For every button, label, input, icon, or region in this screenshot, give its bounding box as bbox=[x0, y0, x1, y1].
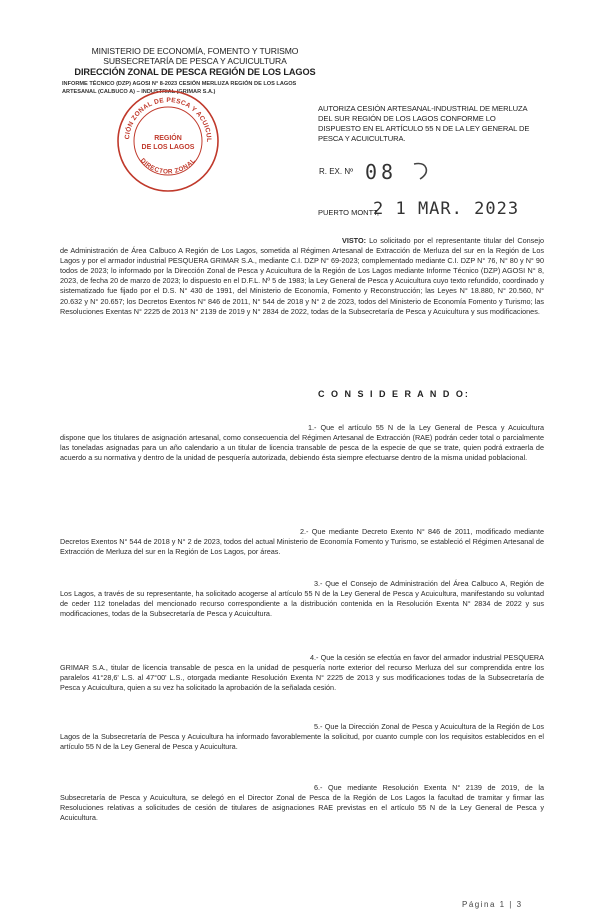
resolution-date: 2 1 MAR. 2023 bbox=[373, 199, 520, 219]
informe-line: INFORME TÉCNICO (DZP) AGOSI N° 8-2023 CESIÓN MERLUZA REGIÓN DE LOS LAGOS bbox=[62, 81, 297, 87]
direccion-zonal-line: DIRECCIÓN ZONAL DE PESCA REGIÓN DE LOS LAGOS bbox=[74, 67, 316, 77]
considerando-paragraph-5: 5.- Que la Dirección Zonal de Pesca y Acuicultura de la Región de Los Lagos de la Subsecretaría de Pesca y Acuicultura ha informado favorablemente la solicitud, por cuanto cumple con los requisitos establecidos en el artículo 55 N de la Ley General de Pesca y Acuicultura. bbox=[60, 722, 544, 752]
considerando-paragraph-3: 3.- Que el Consejo de Administración del Área Calbuco A, Región de Los Lagos, a través de su representante, ha solicitado acogerse al artículo 55 N de la Ley General de Pesca y Acuicultura, manifestando su voluntad de ceder 112 toneladas del mencionado recurso correspondiente a la distribución contenida en la Resolución Exenta N° 2834 de 2022 y sus modificaciones, todas de la Subsecretaría de Pesca y Acuicultura. bbox=[60, 579, 544, 619]
resolution-title: AUTORIZA CESIÓN ARTESANAL-INDUSTRIAL DE MERLUZA DEL SUR REGIÓN DE LOS LAGOS CONFORME LO DISPUESTO EN EL ARTÍCULO 55 N DE LA LEY GENERAL DE PESCA Y ACUICULTURA. bbox=[318, 104, 530, 143]
rex-number: 08 bbox=[365, 160, 398, 184]
considerando-paragraph-4: 4.- Que la cesión se efectúa en favor del armador industrial PESQUERA GRIMAR S.A., titular de licencia transable de pesca en la unidad de pesquería norte exterior del recurso Merluza del sur comprendida entre los paralelos 41°28,6' L.S. al 47°00' L.S., otorgada mediante Resolución Exenta N° 2225 de 2013 y sus modificaciones todas de la Subsecretaría de Pesca y Acuicultura, quien a su vez ha solicitado la aprobación de la señalada cesión. bbox=[60, 653, 544, 693]
considerando-heading: C O N S I D E R A N D O: bbox=[318, 389, 470, 399]
stamp-ring-text: CIÓN ZONAL DE PESCA Y ACUICUL bbox=[123, 96, 213, 143]
subsecretaria-line: SUBSECRETARÍA DE PESCA Y ACUICULTURA bbox=[103, 56, 287, 66]
visto-text: Lo solicitado por el representante titular del Consejo de Administración de Área Calbuco A Región de Los Lagos, sometida al Régimen Artesanal de Extracción de Merluza del sur en la Región de Los Lagos y por el armador industrial PESQUERA GRIMAR S.A., mediante C.I. DZP N° 69-2023; complementado mediante C.I. DZP N° 76, N° 80 y N° 90 todos de 2023; lo informado por la Dirección Zonal de Pesca y Acuicultura de la Región de Los Lagos mediante Informe Técnico (DZP) AGOSI N° 8, 2023, de fecha 20 de marzo de 2023; lo dispuesto en el D.F.L. Nº 5 de 1983; la Ley General de Pesca y Acuicultura cuyo texto refundido, coordinado y sistematizado fue fijado por el D.S. N° 430 de 1991, del Ministerio de Economía, Fomento y Reconstrucción; las Leyes N° 18.880, N° 20.560, N° 20.632 y N° 20.657; los Decretos Exentos N° 846 de 2011, N° 544 de 2018 y N° 2 de 2023, todos del Ministerio de Economía Fomento y Turismo; las Resoluciones Exentas N° 2225 de 2013 N° 2139 de 2019 y N° 2834 de 2022, todas de la Subsecretaría de Pesca y Acuicultura y sus modificaciones. bbox=[60, 236, 544, 316]
svg-text:DIRECTOR ZONAL bbox=[139, 157, 197, 175]
place-label: PUERTO MONTT, bbox=[318, 208, 379, 217]
visto-paragraph bbox=[60, 236, 544, 317]
official-stamp bbox=[115, 88, 221, 194]
considerando-paragraph-6: 6.- Que mediante Resolución Exenta N° 2139 de 2019, de la Subsecretaría de Pesca y Acuicultura, se delegó en el Director Zonal de Pesca de la Región de Los Lagos la facultad de tramitar y firmar las Resoluciones relativas a solicitudes de cesión de titulares de asignaciones RAE previstas en el artículo 55 N de la Ley General de Pesca y Acuicultura. bbox=[60, 783, 544, 823]
rex-handwritten-mark bbox=[410, 160, 432, 182]
stamp-seal-icon bbox=[115, 88, 221, 194]
considerando-paragraph-2: 2.- Que mediante Decreto Exento N° 846 de 2011, modificado mediante Decretos Exentos N° 544 de 2018 y N° 2 de 2023, todos del actual Ministerio de Economía Fomento y Turismo, se estableció el Régimen Artesanal de Extracción de Merluza del sur en la Región de Los Lagos, por áreas. bbox=[60, 527, 544, 557]
ministry-line: MINISTERIO DE ECONOMÍA, FOMENTO Y TURISMO bbox=[91, 46, 299, 56]
page-number: Página 1 | 3 bbox=[462, 900, 523, 909]
stamp-center-1: REGIÓN bbox=[154, 135, 182, 142]
stamp-bottom-text: DIRECTOR ZONAL bbox=[138, 157, 198, 176]
considerando-paragraph-1: 1.- Que el artículo 55 N de la Ley General de Pesca y Acuicultura dispone que los titulares de asignación artesanal, como consecuencia del Régimen Artesanal de Extracción (RAE) podrán ceder total o parcialmente las toneladas asignadas para un año calendario a un titular de licencia transable de pesca de la especie de que se trate, quien podrá extraerla de acuerdo a su normativa y dentro de la unidad de pesquería autorizada, debiendo ésta siempre efectuarse dentro de la misma unidad poblacional. bbox=[60, 423, 544, 463]
visto-lead: VISTO: bbox=[342, 236, 367, 245]
artesanal-line: ARTESANAL (CALBUCO A) – INDUSTRIAL (GRIMAR S.A.) bbox=[62, 89, 216, 95]
rex-label: R. EX. Nº bbox=[319, 167, 354, 176]
stamp-center-2: DE LOS LAGOS bbox=[141, 144, 195, 151]
